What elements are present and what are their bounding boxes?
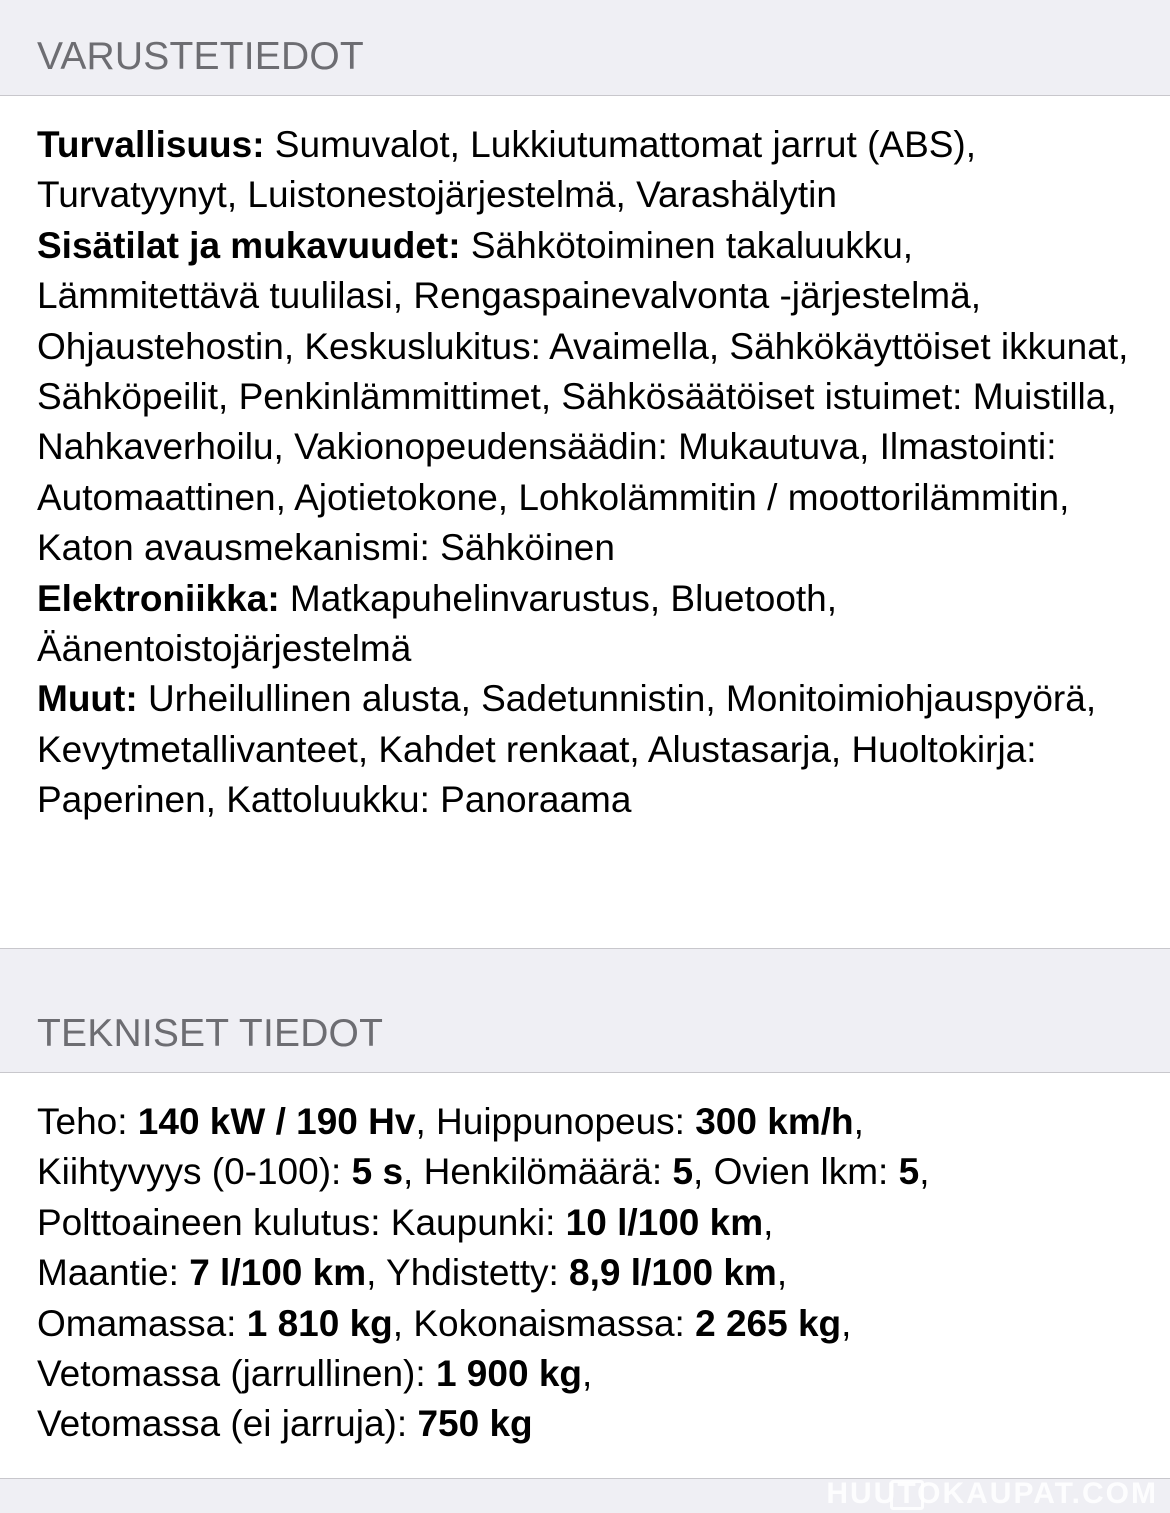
spec-value: 300 km/h	[695, 1101, 854, 1142]
equipment-category-text: Sumuvalot, Lukkiutumattomat jarrut (ABS), Turvatyynyt, Luistonestojärjestelmä, Varashälytin	[37, 124, 977, 216]
spec-separator: ,	[841, 1302, 852, 1344]
spec-value: 5 s	[351, 1151, 404, 1193]
spec-separator: ,	[392, 1302, 414, 1344]
spec-label: Ovien lkm:	[713, 1151, 899, 1193]
spec-label: Polttoaineen kulutus: Kaupunki:	[37, 1201, 566, 1243]
spec-label: Kokonaismassa:	[413, 1302, 696, 1344]
spec-value: 5	[672, 1151, 694, 1193]
spec-value: 5	[898, 1151, 920, 1193]
equipment-category-text: Sähkötoiminen takaluukku, Lämmitettävä tuulilasi, Rengaspainevalvonta -järjestelmä, Ohjaustehostin, Keskuslukitus: Avaimella, Sähkökäyttöiset ikkunat, Sähköpeilit, Penkinlämmittimet, Sähkösäätöiset istuimet: Muistilla, Nahkaverhoilu, Vakionopeudensäädin: Mukautuva, Ilmastointi: Automaattinen, Ajotietokone, Lohkolämmitin / moottorilämmitin, Katon avausmekanismi: Sähköinen	[37, 224, 1129, 569]
spec-label: Kiihtyvyys (0-100):	[37, 1151, 352, 1193]
spec-value: 140 kW / 190 Hv	[137, 1101, 416, 1142]
spec-separator: ,	[582, 1353, 593, 1395]
technical-section-header	[0, 949, 1170, 1073]
spec-label: Huippunopeus:	[436, 1101, 696, 1142]
spec-label: Henkilömäärä:	[423, 1151, 673, 1193]
spec-label: Vetomassa (jarrullinen):	[37, 1353, 436, 1395]
spec-separator: ,	[853, 1101, 864, 1142]
spec-separator: ,	[763, 1201, 774, 1243]
equipment-section-body	[0, 96, 1170, 949]
spec-label: Omamassa:	[37, 1302, 247, 1344]
spec-value: 8,9 l/100 km	[569, 1252, 777, 1294]
spec-value: 1 900 kg	[435, 1353, 583, 1395]
equipment-category-label: Sisätilat ja mukavuudet:	[37, 224, 461, 266]
spec-value: 750 kg	[417, 1403, 533, 1445]
watermark-text: HUUTOKAUPAT.COM	[826, 1477, 1158, 1510]
equipment-category-text: Urheilullinen alusta, Sadetunnistin, Monitoimiohjauspyörä, Kevytmetallivanteet, Kahdet renkaat, Alustasarja, Huoltokirja: Paperinen, Kattoluukku: Panoraama	[37, 678, 1097, 821]
spec-label: Maantie:	[37, 1252, 190, 1294]
spec-label: Teho:	[37, 1101, 138, 1142]
equipment-category-label: Elektroniikka:	[37, 577, 280, 619]
technical-specs-text	[37, 1097, 1130, 1450]
spec-label: Yhdistetty:	[386, 1252, 570, 1294]
equipment-section-title: VARUSTETIEDOT	[37, 35, 364, 78]
spec-separator: ,	[366, 1252, 387, 1294]
technical-section-body	[0, 1073, 1170, 1479]
equipment-category-label: Turvallisuus:	[37, 124, 265, 165]
spec-separator: ,	[415, 1101, 437, 1142]
spec-separator: ,	[776, 1252, 788, 1294]
spec-value: 2 265 kg	[695, 1302, 842, 1344]
spec-label: Vetomassa (ei jarruja):	[37, 1403, 418, 1445]
spec-separator: ,	[693, 1151, 714, 1193]
equipment-text	[37, 120, 1130, 826]
spec-value: 10 l/100 km	[565, 1201, 764, 1243]
equipment-category-label: Muut:	[37, 678, 138, 720]
spec-separator: ,	[403, 1151, 424, 1193]
spec-separator: ,	[919, 1151, 930, 1193]
equipment-section-header	[0, 0, 1170, 96]
equipment-category-text: Matkapuhelinvarustus, Bluetooth, Äänentoistojärjestelmä	[37, 577, 838, 670]
technical-section-title: TEKNISET TIEDOT	[37, 1012, 384, 1055]
spec-value: 7 l/100 km	[189, 1252, 367, 1294]
spec-value: 1 810 kg	[246, 1302, 393, 1344]
